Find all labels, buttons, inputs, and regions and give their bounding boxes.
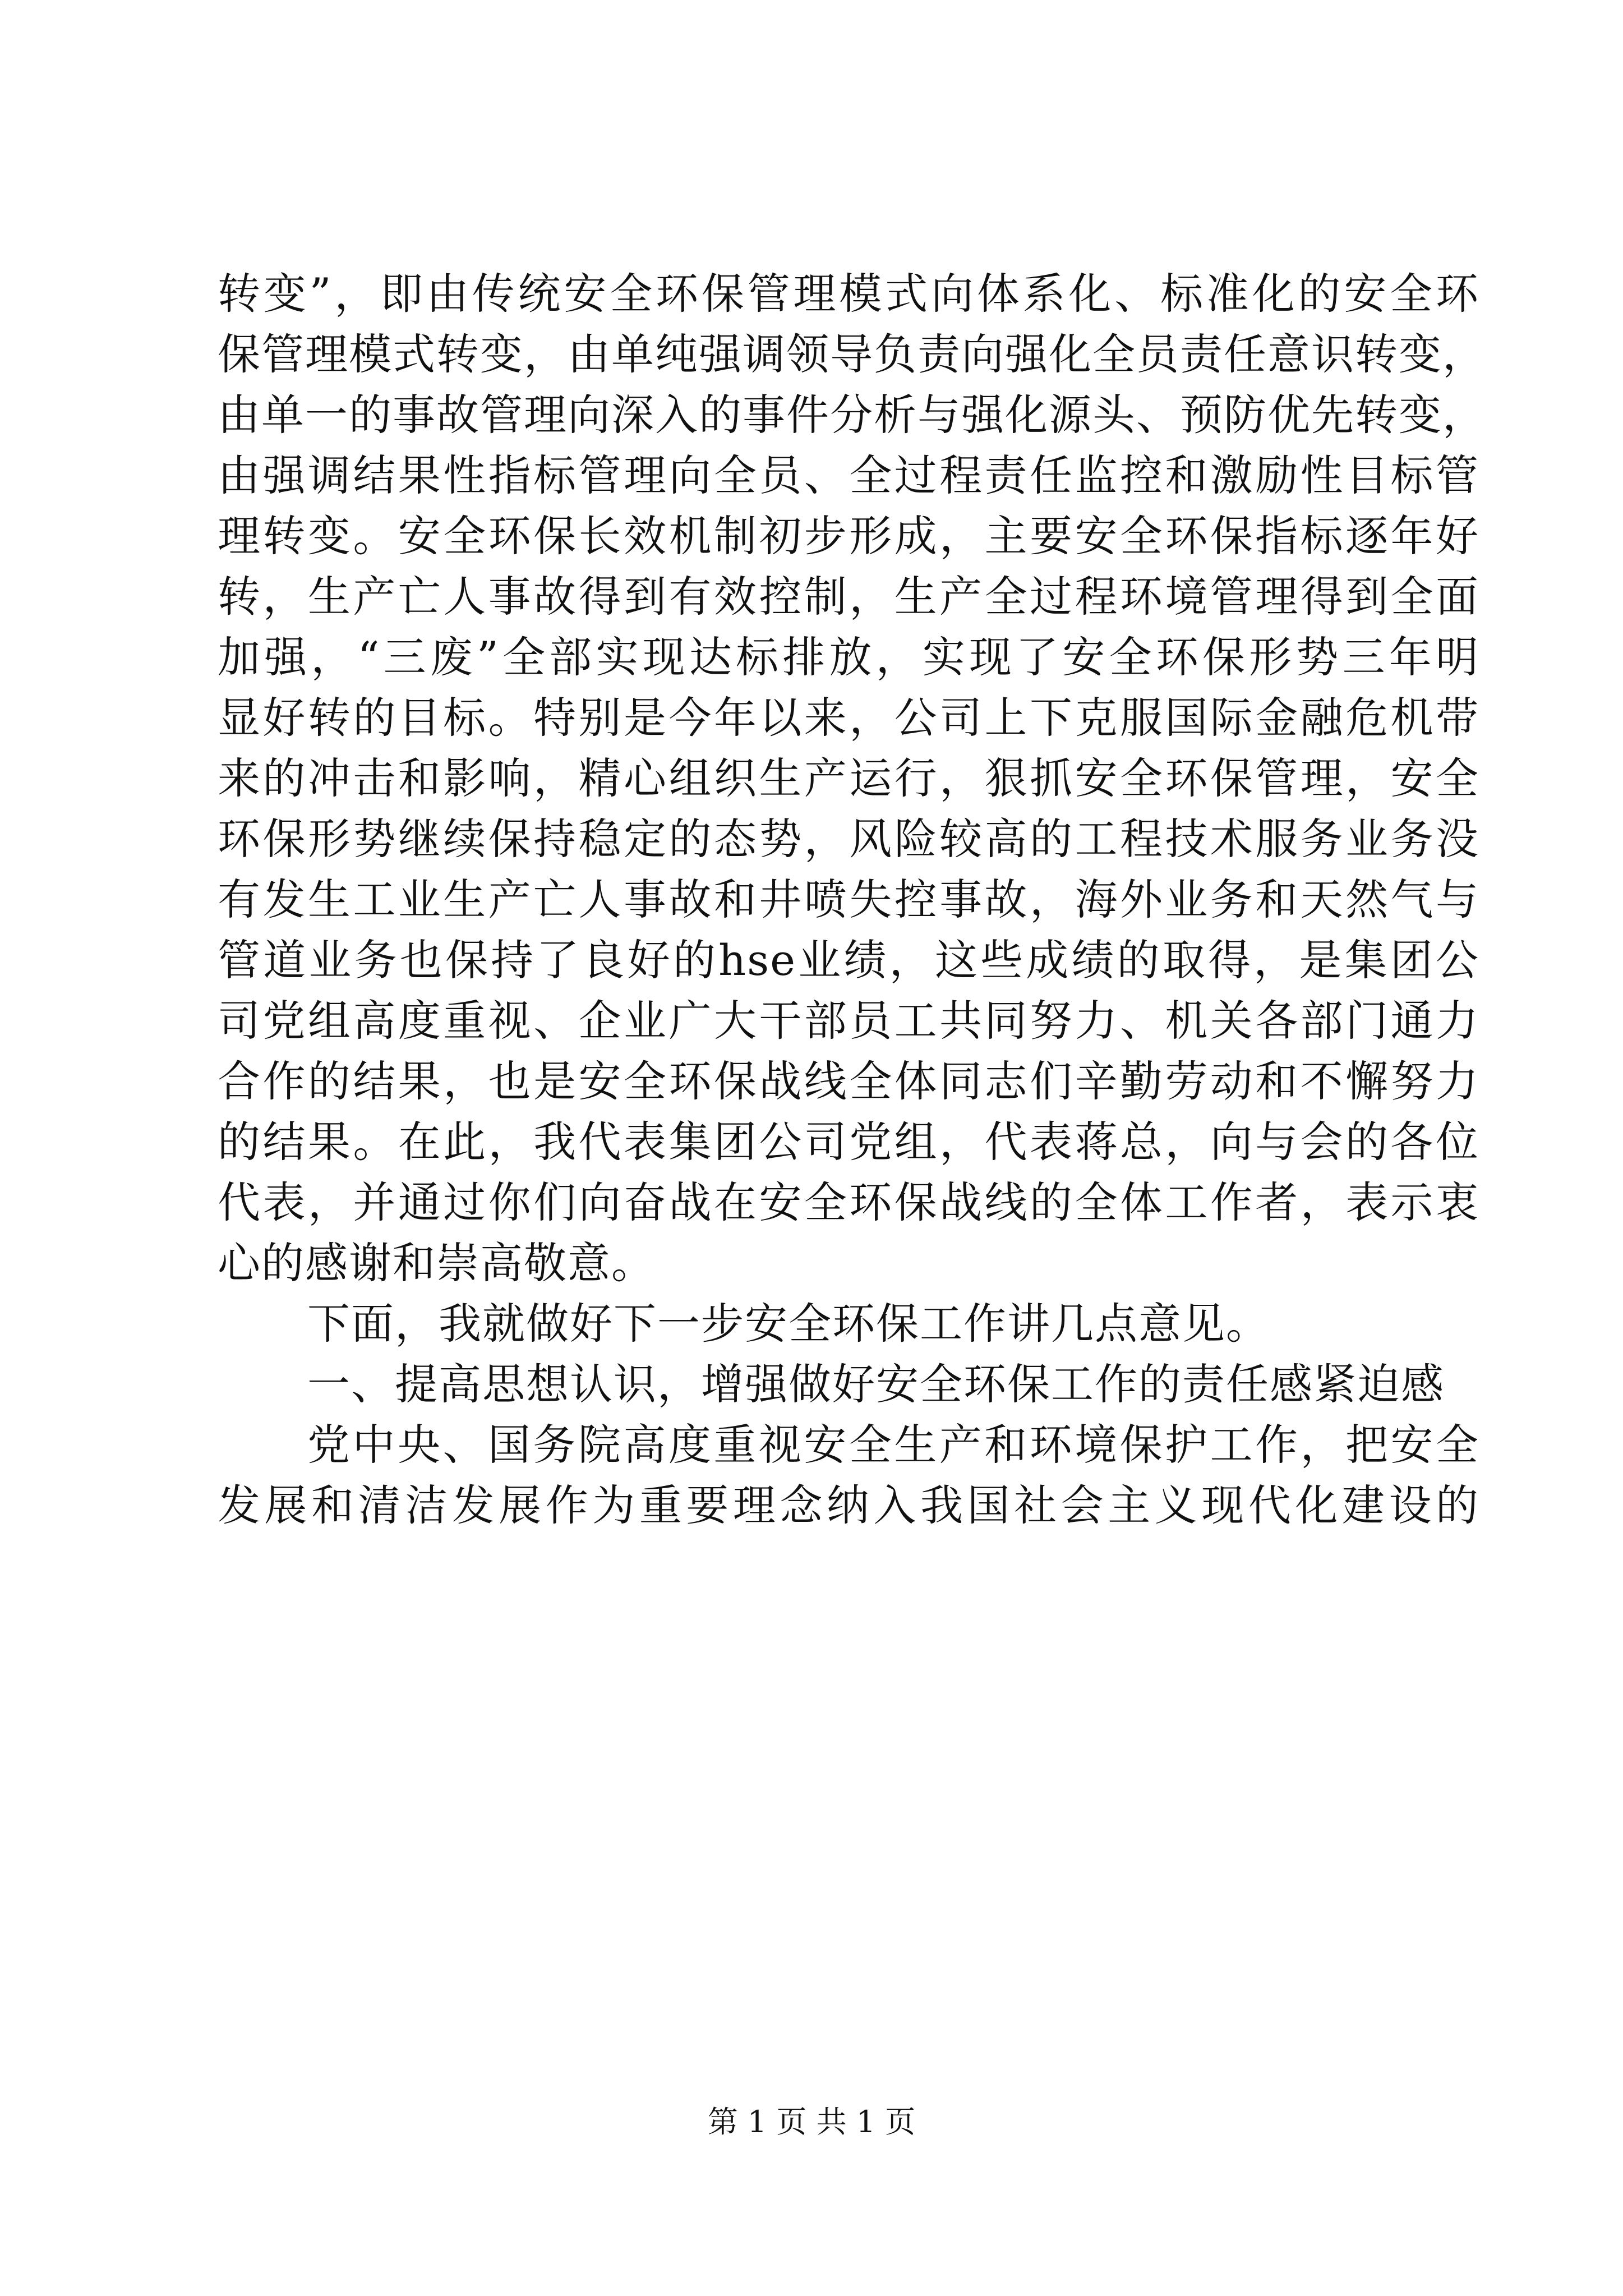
paragraph-continuation-line: 发展和清洁发展作为重要理念纳入我国社会主义现代化建设的: [218, 1480, 1479, 1530]
text-line-3: 由单一的事故管理向深入的事件分析与强化源头、预防优先转变，: [218, 390, 1486, 440]
text-line-5: 理转变。安全环保长效机制初步形成，主要安全环保指标逐年好: [218, 511, 1479, 561]
text-line-13: 司党组高度重视、企业广大干部员工共同努力、机关各部门通力: [218, 996, 1479, 1046]
text-line-17: 心的感谢和崇高敬意。: [218, 1238, 655, 1288]
text-line-7: 加强，“三废”全部实现达标排放，实现了安全环保形势三年明: [218, 632, 1479, 682]
text-line-11: 有发生工业生产亡人事故和井喷失控事故，海外业务和天然气与: [218, 875, 1479, 924]
text-line-9: 来的冲击和影响，精心组织生产运行，狠抓安全环保管理，安全: [218, 753, 1479, 803]
text-line-16: 代表，并通过你们向奋战在安全环保战线的全体工作者，表示衷: [218, 1177, 1479, 1227]
text-line-15: 的结果。在此，我代表集团公司党组，代表蒋总，向与会的各位: [218, 1117, 1479, 1167]
text-line-1: 转变”，即由传统安全环保管理模式向体系化、标准化的安全环: [218, 269, 1479, 319]
paragraph-intro: 下面，我就做好下一步安全环保工作讲几点意见。: [307, 1299, 1270, 1349]
text-line-10: 环保形势继续保持稳定的态势，风险较高的工程技术服务业务没: [218, 814, 1479, 864]
text-line-2: 保管理模式转变，由单纯强调领导负责向强化全员责任意识转变，: [218, 329, 1486, 379]
text-line-8: 显好转的目标。特别是今年以来，公司上下克服国际金融危机带: [218, 693, 1479, 743]
document-body: [218, 264, 1486, 1536]
text-line-12: 管道业务也保持了良好的hse业绩，这些成绩的取得，是集团公: [218, 935, 1479, 985]
text-line-14: 合作的结果，也是安全环保战线全体同志们辛勤劳动和不懈努力: [218, 1056, 1479, 1106]
text-line-4: 由强调结果性指标管理向全员、全过程责任监控和激励性目标管: [218, 450, 1479, 500]
paragraph-start-line: 党中央、国务院高度重视安全生产和环境保护工作，把安全: [307, 1420, 1479, 1470]
text-line-6: 转，生产亡人事故得到有效控制，生产全过程环境管理得到全面: [218, 572, 1479, 622]
page-number-footer: 第 1 页 共 1 页: [707, 2104, 916, 2139]
section-heading-1: 一、提高思想认识，增强做好安全环保工作的责任感紧迫感: [307, 1359, 1445, 1409]
